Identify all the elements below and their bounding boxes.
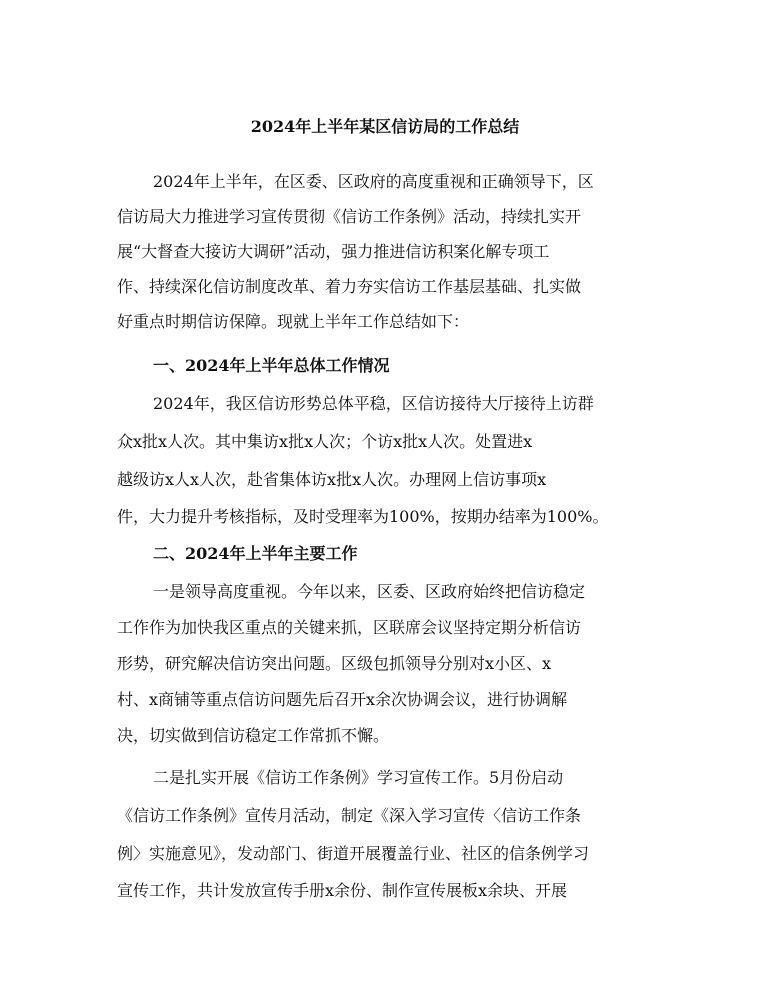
paragraph-line: 2024年上半年，在区委、区政府的高度重视和正确领导下，区 — [153, 172, 594, 191]
paragraph-line: 一是领导高度重视。今年以来，区委、区政府始终把信访稳定 — [153, 582, 586, 601]
paragraph-line: 形势，研究解决信访突出问题。区级包抓领导分别对x小区、x — [117, 654, 552, 673]
section-heading: 一、2024年上半年总体工作情况 — [153, 356, 390, 375]
document-title: 2024年上半年某区信访局的工作总结 — [250, 117, 520, 136]
paragraph-line: 宣传工作，共计发放宣传手册x余份、制作宣传展板x余块、开展 — [117, 881, 568, 900]
paragraph-line: 信访局大力推进学习宣传贯彻《信访工作条例》活动，持续扎实开 — [117, 207, 582, 226]
section-heading: 二、2024年上半年主要工作 — [153, 544, 358, 563]
paragraph-line: 工作作为加快我区重点的关键来抓，区联席会议坚持定期分析信访 — [117, 618, 582, 637]
paragraph-line: 例〉实施意见》，发动部门、街道开展覆盖行业、社区的信条例学习 — [117, 844, 590, 863]
paragraph-line: 决，切实做到信访稳定工作常抓不懈。 — [117, 726, 390, 745]
paragraph-line: 展“大督查大接访大调研”活动，强力推进信访积案化解专项工 — [117, 242, 550, 261]
paragraph-line: 众x批x人次。其中集访x批x人次；个访x批x人次。处置进x — [117, 432, 533, 451]
paragraph-line: 作、持续深化信访制度改革、着力夯实信访工作基层基础、扎实做 — [117, 277, 582, 296]
paragraph-line: 《信访工作条例》宣传月活动，制定《深入学习宣传〈信访工作条 — [117, 806, 582, 825]
paragraph-line: 2024年，我区信访形势总体平稳，区信访接待大厅接待上访群 — [153, 394, 594, 413]
paragraph-line: 好重点时期信访保障。现就上半年工作总结如下： — [117, 312, 470, 331]
paragraph-line: 越级访x人x人次，赴省集体访x批x人次。办理网上信访事项x — [117, 470, 547, 489]
paragraph-line: 二是扎实开展《信访工作条例》学习宣传工作。5月份启动 — [153, 768, 564, 787]
paragraph-line: 村、x商铺等重点信访问题先后召开x余次协调会议，进行协调解 — [117, 690, 568, 709]
paragraph-line: 件，大力提升考核指标，及时受理率为100%，按期办结率为100%。 — [117, 507, 609, 526]
